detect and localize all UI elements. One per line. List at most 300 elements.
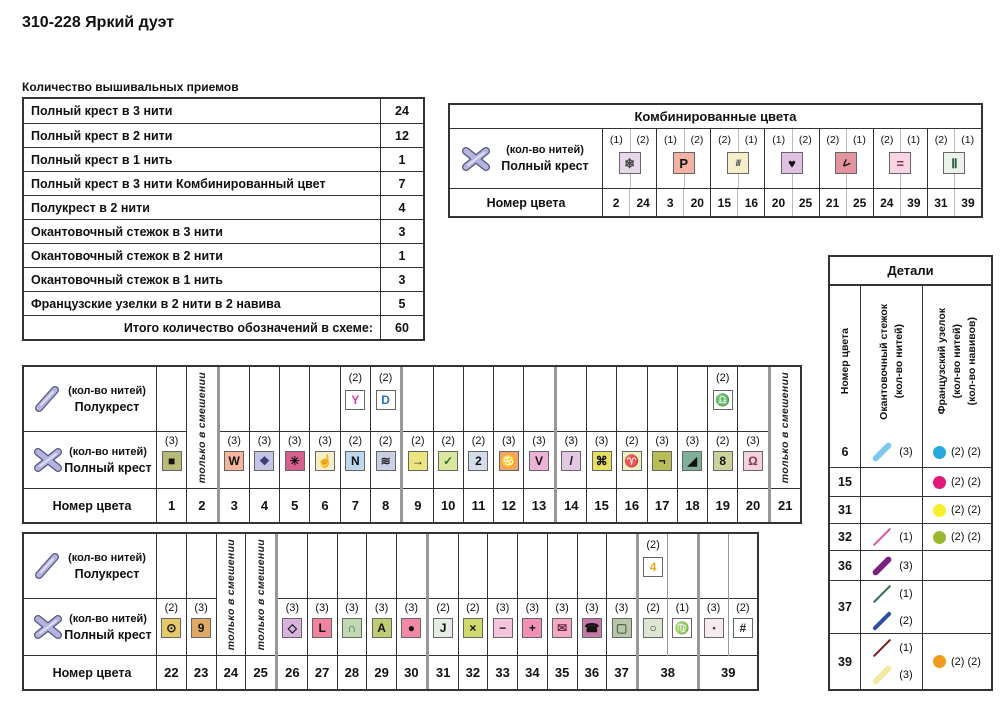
symbol-box bbox=[704, 618, 724, 638]
stitch-count-label: Полный крест в 2 нити bbox=[24, 124, 381, 147]
line-swatch bbox=[873, 528, 891, 546]
half-cross-label-cell bbox=[24, 367, 156, 432]
symbol-column bbox=[517, 534, 547, 689]
details-header-backstitch bbox=[860, 286, 922, 437]
symbol-glyph: = bbox=[896, 155, 905, 171]
symbol-column bbox=[586, 367, 616, 522]
color-number-value: 12 bbox=[501, 498, 516, 513]
backstitch-cell bbox=[860, 581, 922, 633]
color-number-value: 33 bbox=[495, 665, 510, 680]
half-cross-cell bbox=[403, 367, 432, 432]
half-cross-cell bbox=[220, 367, 249, 432]
stitch-count-row bbox=[24, 243, 423, 267]
half-cross-cell bbox=[280, 367, 309, 432]
mix-only-label: только в смешении bbox=[195, 371, 208, 484]
symbol-column bbox=[707, 367, 737, 522]
color-number-pair bbox=[928, 189, 981, 216]
backstitch-cell bbox=[860, 634, 922, 689]
stitch-count-value: 24 bbox=[395, 104, 409, 118]
color-number-value: 30 bbox=[404, 665, 419, 680]
symbol-glyph: ✳ bbox=[289, 454, 300, 468]
symbol-box bbox=[561, 451, 581, 471]
mix-only-label: только в смешении bbox=[779, 371, 792, 484]
symbol-glyph: × bbox=[469, 621, 477, 635]
symbol-glyph: < bbox=[838, 155, 855, 171]
symbol-column bbox=[493, 367, 523, 522]
details-row bbox=[830, 580, 991, 633]
thread-count-value: (2) bbox=[471, 435, 486, 447]
symbol-column bbox=[217, 367, 249, 522]
symbol-column bbox=[186, 534, 216, 689]
french-knot-cell bbox=[922, 634, 991, 689]
color-number-value: 38 bbox=[660, 665, 675, 680]
thread-count-value: (2) bbox=[636, 134, 650, 146]
backstitch-line-icon bbox=[870, 582, 894, 606]
french-knot-wraps-label: (кол-во навивов) bbox=[966, 317, 978, 406]
thread-count-value: (3) bbox=[685, 435, 700, 447]
thread-count-pair bbox=[603, 134, 656, 146]
symbol-column bbox=[577, 534, 607, 689]
full-cross-cell bbox=[548, 599, 577, 656]
color-number-value: 25 bbox=[792, 189, 819, 216]
color-number-value: 3 bbox=[230, 498, 238, 513]
details-title: Детали bbox=[830, 257, 991, 285]
color-number-value: 28 bbox=[344, 665, 360, 680]
sub-columns bbox=[700, 534, 758, 656]
color-number-value: 4 bbox=[260, 498, 269, 513]
symbol-glyph: ◇ bbox=[287, 621, 297, 635]
thread-count-value: (3) bbox=[525, 602, 540, 614]
french-knot-dot-icon bbox=[933, 531, 946, 544]
stitch-count-row bbox=[24, 147, 423, 171]
symbol-column bbox=[275, 534, 307, 689]
half-cross-cell bbox=[310, 367, 339, 432]
knot-counts-value: (2) (2) bbox=[951, 655, 981, 668]
color-number-value: 31 bbox=[934, 195, 948, 210]
combined-symbol bbox=[835, 152, 857, 174]
combined-symbol bbox=[781, 152, 803, 174]
full-cross-cell bbox=[464, 432, 493, 489]
full-cross-label: Полный крест bbox=[64, 627, 152, 642]
color-number-value: 25 bbox=[846, 189, 873, 216]
symbol-box bbox=[282, 618, 302, 638]
color-number-pair bbox=[765, 189, 818, 216]
symbol-glyph: ∩ bbox=[347, 621, 357, 635]
color-number-value: 29 bbox=[374, 665, 389, 680]
half-cross-cell bbox=[524, 367, 553, 432]
thread-count-value: (2) bbox=[715, 435, 730, 447]
symbol-box bbox=[612, 618, 632, 638]
color-number-pair bbox=[603, 189, 656, 216]
symbol-box bbox=[643, 618, 663, 638]
stitch-count-value: 3 bbox=[398, 272, 406, 287]
symbol-glyph: → bbox=[411, 454, 424, 468]
stitch-count-row bbox=[24, 267, 423, 291]
symbol-column bbox=[487, 534, 517, 689]
symbol-box bbox=[713, 390, 733, 410]
full-cross-cell bbox=[617, 432, 646, 489]
symbol-glyph: P bbox=[679, 155, 689, 171]
french-knot-label: Французский узелок bbox=[936, 308, 948, 415]
full-cross-label: Полный крест bbox=[64, 460, 152, 475]
thread-count-value: (1) bbox=[899, 531, 913, 543]
symbol-column bbox=[216, 534, 246, 689]
color-number-value: 21 bbox=[778, 498, 793, 513]
thread-count-value: (3) bbox=[257, 435, 272, 447]
symbol-glyph: ❄ bbox=[624, 155, 636, 171]
thread-count-value: (3) bbox=[285, 602, 300, 614]
full-cross-cell bbox=[607, 599, 636, 656]
symbol-glyph: 9 bbox=[197, 621, 205, 635]
full-cross-cell bbox=[587, 432, 616, 489]
french-knot-cell bbox=[922, 524, 991, 550]
symbol-glyph: ♈ bbox=[624, 454, 640, 468]
backstitch-cell bbox=[860, 524, 922, 550]
full-cross-cell bbox=[220, 432, 249, 489]
symbol-box bbox=[345, 451, 365, 471]
symbol-column bbox=[677, 367, 707, 522]
thread-count-value: (2) bbox=[378, 435, 393, 447]
symbol-glyph: 8 bbox=[719, 454, 727, 468]
symbol-box bbox=[463, 618, 483, 638]
symbol-glyph: D bbox=[381, 393, 390, 407]
full-cross-cell bbox=[310, 432, 339, 489]
half-cross-cell bbox=[578, 534, 607, 599]
combined-group bbox=[764, 129, 818, 216]
symbol-box bbox=[401, 618, 421, 638]
color-number-value: 21 bbox=[825, 195, 840, 210]
symbol-column bbox=[157, 367, 186, 522]
symbol-glyph: W bbox=[228, 454, 240, 468]
symbol-glyph: ⌘ bbox=[595, 454, 608, 468]
color-number-vertical-label: Номер цвета bbox=[839, 328, 851, 395]
symbol-glyph: ✉ bbox=[557, 621, 568, 635]
details-row bbox=[830, 467, 991, 496]
symbol-box bbox=[342, 618, 362, 638]
full-cross-label: Полный крест bbox=[501, 159, 589, 173]
color-number-value: 10 bbox=[440, 498, 456, 513]
symbol-box bbox=[672, 618, 692, 638]
color-number-value: 3 bbox=[666, 195, 674, 210]
symbol-box bbox=[733, 618, 753, 638]
thread-count-value: (3) bbox=[564, 435, 579, 447]
symbol-glyph: + bbox=[528, 621, 536, 635]
combined-left-header bbox=[450, 129, 602, 216]
thread-count-value: (3) bbox=[899, 446, 913, 458]
backstitch-entry bbox=[870, 525, 912, 549]
combined-group bbox=[819, 129, 873, 216]
stitch-count-value: 3 bbox=[398, 224, 406, 239]
thread-count-value: (3) bbox=[315, 602, 329, 614]
thread-count-value: (2) bbox=[934, 134, 948, 146]
symbol-column bbox=[309, 367, 339, 522]
combined-group bbox=[927, 129, 981, 216]
combined-colors-title: Комбинированные цвета bbox=[450, 105, 981, 129]
thread-count-value: (2) bbox=[718, 134, 731, 146]
line-swatch bbox=[872, 441, 893, 462]
full-cross-label-cell bbox=[24, 599, 156, 656]
full-cross-cell bbox=[729, 599, 757, 656]
color-number-value: 2 bbox=[612, 195, 620, 210]
symbol-column bbox=[186, 367, 216, 522]
half-cross-cell bbox=[157, 534, 186, 599]
thread-count-value: (1) bbox=[907, 134, 920, 146]
french-knot-cell bbox=[922, 551, 991, 580]
combined-symbol-cell bbox=[603, 129, 656, 189]
thread-count-value: (3) bbox=[899, 559, 913, 572]
details-row bbox=[830, 633, 991, 689]
stitch-count-label: Французские узелки в 2 нити в 2 навива bbox=[24, 292, 381, 315]
color-number-value: 34 bbox=[525, 665, 540, 680]
stitch-count-value: 1 bbox=[398, 152, 406, 167]
thread-count-value: (2) bbox=[348, 435, 363, 447]
color-number-value: 1 bbox=[168, 498, 176, 513]
backstitch-line-icon bbox=[870, 525, 894, 549]
half-cross-cell bbox=[607, 534, 636, 599]
symbol-glyph: ⊙ bbox=[166, 621, 177, 635]
backstitch-entry bbox=[870, 554, 912, 578]
symbol-glyph: # bbox=[739, 621, 747, 635]
symbol-box bbox=[312, 618, 332, 638]
symbol-glyph: Y bbox=[351, 393, 360, 407]
page-title: 310-228 Яркий дуэт bbox=[22, 14, 175, 31]
full-cross-cell bbox=[250, 432, 279, 489]
half-cross-cell bbox=[678, 367, 707, 432]
symbol-column bbox=[737, 367, 767, 522]
symbol-box bbox=[682, 451, 702, 471]
color-number-value: 5 bbox=[291, 498, 299, 513]
sub-column bbox=[728, 534, 757, 656]
stitch-counts-table bbox=[22, 97, 425, 341]
french-knot-cell bbox=[922, 581, 991, 633]
stitch-count-value: 7 bbox=[398, 176, 406, 191]
mix-only-label: только в смешении bbox=[224, 538, 237, 651]
combined-symbol bbox=[673, 152, 695, 174]
thread-count-value: (3) bbox=[318, 435, 332, 447]
symbol-column bbox=[697, 534, 758, 689]
french-knot-dot-icon bbox=[933, 476, 946, 489]
symbol-box bbox=[224, 451, 244, 471]
counts-table-title: Количество вышивальных приемов bbox=[22, 80, 239, 94]
french-knot-dot-icon bbox=[933, 655, 946, 668]
mix-only-cell bbox=[187, 367, 216, 489]
symbol-column bbox=[433, 367, 463, 522]
full-cross-icon bbox=[460, 146, 492, 172]
symbol-box bbox=[643, 557, 663, 577]
symbol-box bbox=[592, 451, 612, 471]
stitch-count-label: Полный крест в 3 нити Комбинированный цвет bbox=[24, 172, 381, 195]
combined-symbol bbox=[727, 152, 749, 174]
color-number-value: 20 bbox=[683, 189, 710, 216]
full-cross-labels bbox=[64, 446, 152, 475]
symbol-glyph: ☎ bbox=[584, 621, 600, 635]
symbol-glyph: J bbox=[439, 621, 447, 635]
combined-symbol-cell bbox=[657, 129, 710, 189]
symbol-column bbox=[366, 534, 396, 689]
stitch-count-row bbox=[24, 219, 423, 243]
details-row bbox=[830, 523, 991, 550]
full-cross-labels bbox=[492, 144, 598, 173]
thread-count-value: (1) bbox=[675, 602, 690, 614]
thread-count-value: (2) bbox=[826, 134, 840, 146]
thread-count-pair bbox=[820, 134, 873, 146]
color-number-value: 31 bbox=[838, 503, 852, 517]
symbol-table-1-header bbox=[24, 367, 157, 522]
symbol-glyph: ♎ bbox=[715, 393, 731, 407]
french-knot-cell bbox=[922, 437, 991, 467]
thread-count-value: (1) bbox=[899, 587, 913, 600]
stitch-count-label: Полукрест в 2 нити bbox=[24, 196, 381, 219]
sub-columns bbox=[639, 534, 697, 656]
full-cross-cell bbox=[157, 599, 186, 656]
full-cross-cell bbox=[308, 599, 337, 656]
stitch-count-label: Окантовочный стежок в 3 нити bbox=[24, 220, 381, 243]
symbol-glyph: ▢ bbox=[615, 621, 628, 635]
color-number-value: 20 bbox=[771, 195, 786, 210]
thread-count-value: (3) bbox=[655, 435, 669, 447]
thread-count-label: (кол-во нитей) bbox=[506, 144, 584, 156]
half-cross-icon bbox=[32, 551, 62, 581]
combined-symbol-cell bbox=[928, 129, 981, 189]
half-cross-cell bbox=[371, 367, 400, 432]
sub-column bbox=[700, 534, 728, 656]
symbol-table-1-columns bbox=[157, 367, 800, 522]
symbol-column bbox=[426, 534, 458, 689]
symbol-box bbox=[529, 451, 549, 471]
thread-count-value: (1) bbox=[744, 134, 758, 146]
symbol-table-2-header bbox=[24, 534, 157, 689]
color-number-pair bbox=[874, 189, 927, 216]
combined-symbol bbox=[889, 152, 911, 174]
color-number-value: 39 bbox=[900, 189, 927, 216]
symbol-column bbox=[463, 367, 493, 522]
symbol-column bbox=[458, 534, 488, 689]
full-cross-cell bbox=[157, 432, 186, 489]
color-number-value: 36 bbox=[584, 665, 600, 680]
full-cross-cell bbox=[371, 432, 400, 489]
thread-count-value: (3) bbox=[194, 602, 208, 614]
line-swatch bbox=[872, 555, 893, 576]
symbol-glyph: A bbox=[377, 621, 386, 635]
half-cross-cell bbox=[338, 534, 367, 599]
color-number-value: 37 bbox=[614, 665, 629, 680]
color-number-value: 24 bbox=[880, 195, 894, 210]
stitch-count-row bbox=[24, 171, 423, 195]
combined-symbol-cell bbox=[820, 129, 873, 189]
color-number-label: Номер цвета bbox=[52, 665, 132, 680]
symbol-column bbox=[768, 367, 800, 522]
backstitch-entry bbox=[870, 663, 912, 687]
color-number-value: 14 bbox=[564, 498, 579, 513]
color-number-value: 32 bbox=[465, 665, 481, 680]
mix-only-cell bbox=[771, 367, 800, 489]
half-cross-label: Полукрест bbox=[74, 399, 140, 414]
knot-counts-value: (2) (2) bbox=[951, 476, 981, 488]
full-cross-cell bbox=[488, 599, 517, 656]
half-cross-cell bbox=[668, 534, 696, 599]
symbol-glyph: L bbox=[318, 621, 326, 635]
symbol-box bbox=[582, 618, 602, 638]
color-number-value: 16 bbox=[737, 189, 764, 216]
color-number-value: 37 bbox=[838, 600, 852, 614]
thread-count-value: (1) bbox=[961, 134, 975, 146]
full-cross-cell bbox=[494, 432, 523, 489]
thread-count-value: (2) bbox=[880, 134, 894, 146]
full-cross-cell bbox=[278, 599, 307, 656]
symbol-glyph: ♋ bbox=[501, 454, 517, 468]
full-cross-cell bbox=[668, 599, 696, 656]
thread-count-pair bbox=[711, 134, 764, 146]
symbol-box bbox=[493, 618, 513, 638]
full-cross-cell bbox=[578, 599, 607, 656]
symbol-column bbox=[400, 367, 432, 522]
thread-count-value: (1) bbox=[899, 642, 913, 654]
mix-only-cell bbox=[217, 534, 246, 656]
symbol-column bbox=[157, 534, 186, 689]
stitch-count-label: Окантовочный стежок в 2 нити bbox=[24, 244, 381, 267]
color-number-value: 31 bbox=[435, 665, 451, 680]
thread-count-value: (3) bbox=[495, 602, 510, 614]
symbol-column bbox=[249, 367, 279, 522]
french-knot-cell bbox=[922, 468, 991, 496]
color-number-value: 13 bbox=[531, 498, 547, 513]
details-row bbox=[830, 496, 991, 523]
backstitch-entry bbox=[870, 609, 912, 633]
half-cross-cell bbox=[738, 367, 767, 432]
full-cross-cell bbox=[367, 599, 396, 656]
symbol-glyph: / bbox=[569, 454, 573, 468]
color-number-value: 15 bbox=[838, 475, 852, 489]
full-cross-cell bbox=[429, 599, 458, 656]
full-cross-cell bbox=[700, 599, 728, 656]
symbol-box bbox=[376, 390, 396, 410]
line-swatch bbox=[872, 664, 893, 685]
symbol-glyph: ■ bbox=[168, 454, 176, 468]
thread-count-pair bbox=[874, 134, 927, 146]
mix-only-label: только в смешении bbox=[254, 538, 267, 651]
combined-symbol bbox=[943, 152, 965, 174]
thread-count-label: (кол-во нитей) bbox=[69, 445, 147, 458]
details-table bbox=[828, 255, 993, 691]
symbol-box bbox=[433, 618, 453, 638]
half-cross-labels bbox=[62, 385, 152, 414]
sub-column bbox=[667, 534, 696, 656]
mix-only-cell bbox=[246, 534, 275, 656]
color-number-value: 32 bbox=[838, 530, 852, 544]
line-swatch bbox=[873, 639, 891, 657]
symbol-box bbox=[254, 451, 274, 471]
thread-count-label: (кол-во нитей) bbox=[68, 384, 146, 397]
half-cross-cell bbox=[157, 367, 186, 432]
full-cross-icon bbox=[32, 446, 64, 474]
french-knot-cell bbox=[922, 497, 991, 523]
half-cross-cell bbox=[341, 367, 370, 432]
stitch-count-row bbox=[24, 291, 423, 315]
backstitch-line-icon bbox=[870, 554, 894, 578]
symbol-column bbox=[606, 534, 636, 689]
half-cross-cell bbox=[708, 367, 737, 432]
full-cross-cell bbox=[708, 432, 737, 489]
symbol-box bbox=[713, 451, 733, 471]
combined-colors-body bbox=[450, 129, 981, 216]
thread-count-label: (кол-во нитей) bbox=[68, 551, 146, 564]
backstitch-cell bbox=[860, 468, 922, 496]
symbol-table-2 bbox=[22, 532, 759, 691]
combined-symbol bbox=[619, 152, 641, 174]
stitch-count-row bbox=[24, 99, 423, 123]
symbol-glyph: /// bbox=[735, 157, 741, 168]
symbol-glyph: • bbox=[712, 622, 715, 633]
